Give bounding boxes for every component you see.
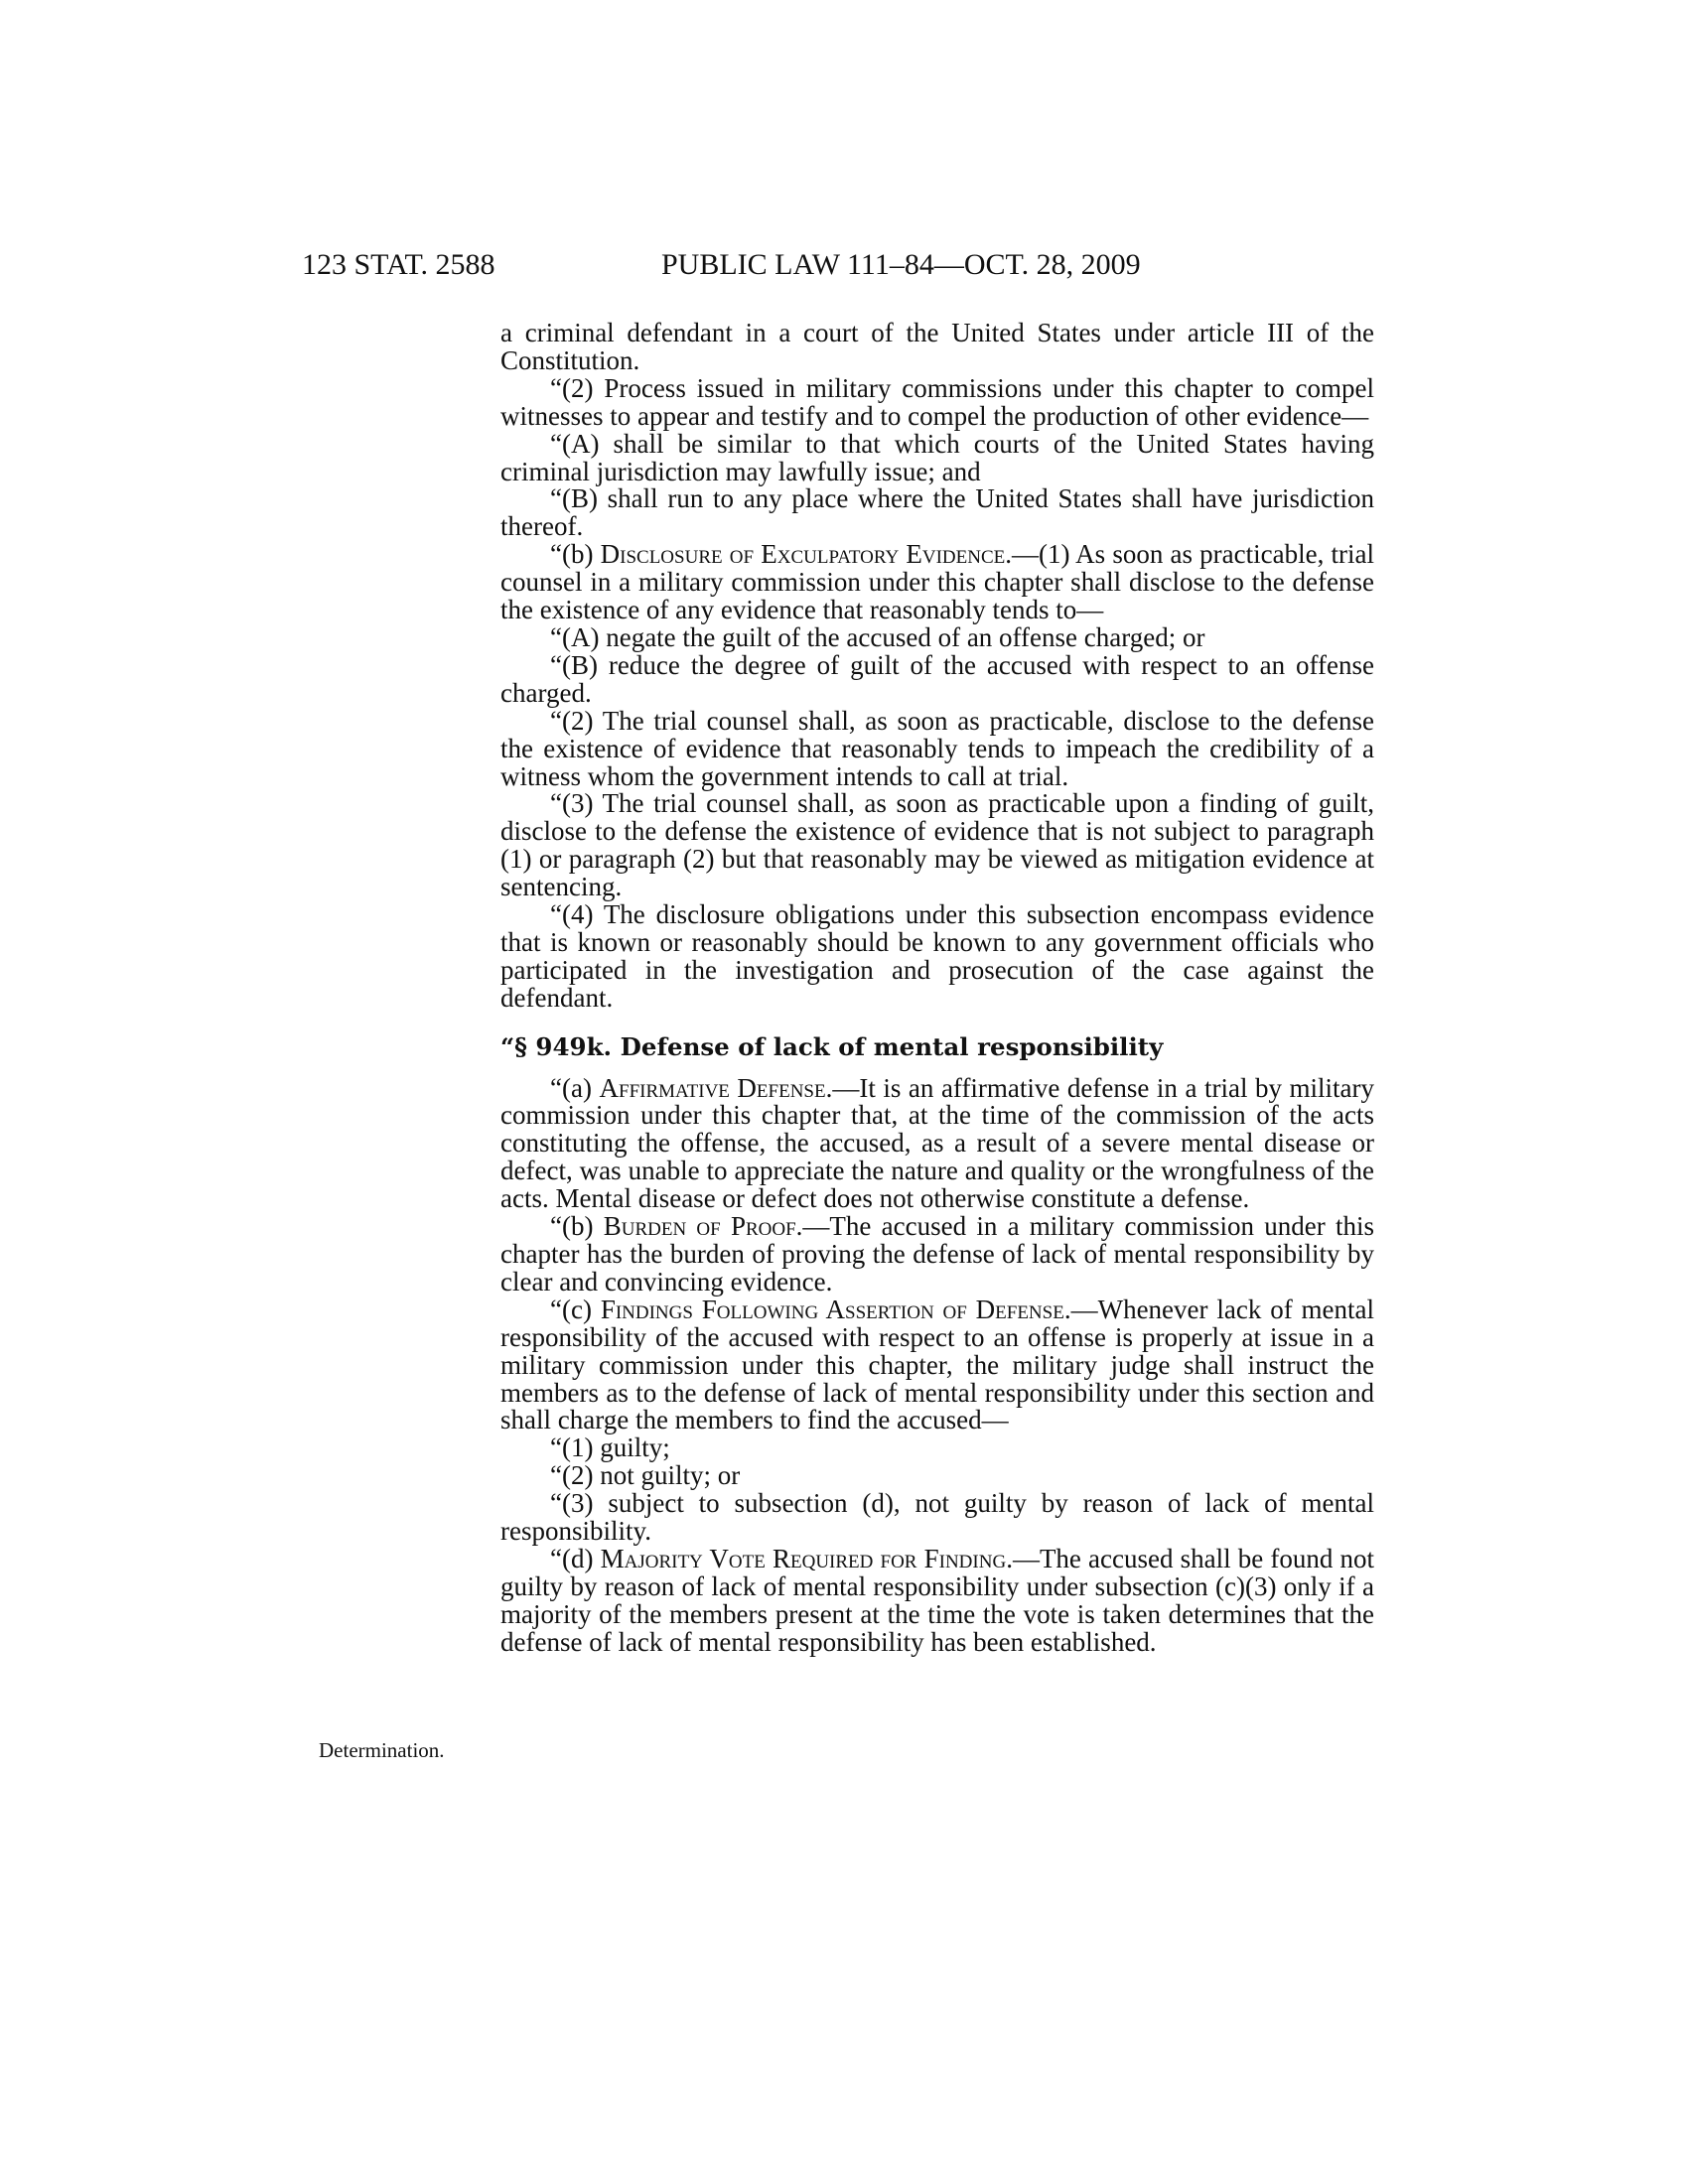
paragraph: [447, 428, 1374, 486]
paragraph: [500, 1072, 1375, 1214]
document-body: [500, 320, 1374, 1657]
list-item: [447, 1462, 1374, 1490]
paragraph-text: .—Whenever lack of mental responsibility of the accused with respect to an offense is properly at issue in a military commission under this chapter, the military judge shall instruct the members as to the defense of lack of mental responsibility under this section and shall charge the members to find the accused—: [500, 1294, 1375, 1435]
paragraph: [500, 541, 1374, 624]
subsection-caption: Burden of Proof: [603, 1211, 796, 1242]
list-item: [447, 1490, 1374, 1546]
paragraph: [500, 1213, 1374, 1297]
public-law-title: PUBLIC LAW 111–84—OCT. 28, 2009: [661, 248, 1141, 281]
paragraph: a criminal defendant in a court of the United States under article III of the Constitution.: [500, 318, 1374, 375]
paragraph: “(3) The trial counsel shall, as soon as practicable upon a finding of guilt, disclose to the defense the existence of evidence that is not subject to paragraph (1) or paragraph (2) but that reasonably may be viewed as mitigation evidence at sentencing.: [500, 788, 1374, 902]
paragraph-text: “(1) guilty;: [550, 1433, 670, 1463]
statute-page-reference: 123 STAT. 2588: [302, 248, 495, 281]
subsection-caption: Majority Vote Required for Finding: [600, 1543, 1007, 1573]
paragraph: “(2) Process issued in military commissions under this chapter to compel witnesses to appear and testify and to compel the production of other evidence—: [500, 372, 1374, 431]
paragraph: [447, 621, 1374, 652]
paragraph-text: .—The accused shall be found not guilty by reason of lack of mental responsibility under subsection (c)(3) only if a majority of the members present at the time the vote is taken determines that the defense of lack of mental responsibility has been established.: [500, 1543, 1375, 1657]
paragraph-text: “(3) subject to subsection (d), not guilty by reason of lack of mental responsibility.: [500, 1488, 1374, 1547]
paragraph-text: “(A) negate the guilt of the accused of an offense charged; or: [550, 621, 1205, 652]
paragraph-text: .—The accused in a military commission under this chapter has the burden of proving the defense of lack of mental responsibility by clear and convincing evidence.: [500, 1211, 1375, 1297]
paragraph: [500, 1294, 1375, 1435]
subsection-caption: Affirmative Defense: [599, 1072, 826, 1103]
section-heading: “§ 949k. Defense of lack of mental responsibility: [500, 1031, 1164, 1061]
margin-note: Determination.: [319, 1738, 445, 1762]
paragraph-lead: “(b): [550, 1211, 604, 1242]
subsection-caption: Findings Following Assertion of Defense: [600, 1294, 1064, 1324]
paragraph-lead: “(c): [550, 1294, 601, 1324]
paragraph-lead: “(d): [550, 1543, 601, 1573]
page-header: [0, 248, 1688, 288]
paragraph-text: .—It is an affirmative defense in a trial by military commission under this chapter that, at the time of the commission of the acts constituting the offense, the accused, as a result of a severe mental disease or defect, was unable to appreciate the nature and quality or the wrongfulness of the acts. Mental disease or defect does not otherwise constitute a defense.: [500, 1072, 1375, 1214]
paragraph-text: “(2) not guilty; or: [550, 1460, 741, 1491]
paragraph: “(4) The disclosure obligations under this subsection encompass evidence that is known or reasonably should be known to any government officials who participated in the investigation and prosecution of the case against the defendant.: [500, 899, 1374, 1013]
paragraph-text: “(B) reduce the degree of guilt of the accused with respect to an offense charged.: [500, 649, 1374, 708]
paragraph: [447, 649, 1374, 708]
list-item: [447, 1434, 1374, 1462]
paragraph-text: “(B) shall run to any place where the United States shall have jurisdiction thereof.: [500, 483, 1374, 542]
paragraph-lead: “(b): [550, 539, 601, 570]
paragraph: [500, 1543, 1375, 1657]
paragraph-lead: “(a): [550, 1072, 600, 1103]
subsection-caption: Disclosure of Exculpatory Evidence: [600, 539, 1006, 570]
paragraph-text: .—(1) As soon as practicable, trial counsel in a military commission under this chapter shall disclose to the defense the existence of any evidence that reasonably tends to—: [500, 539, 1374, 625]
paragraph: “(2) The trial counsel shall, as soon as practicable, disclose to the defense the existence of evidence that reasonably tends to impeach the credibility of a witness whom the government intends to call at trial.: [500, 705, 1374, 791]
paragraph: [447, 485, 1374, 541]
paragraph-text: “(A) shall be similar to that which courts of the United States having criminal jurisdiction may lawfully issue; and: [500, 428, 1374, 486]
